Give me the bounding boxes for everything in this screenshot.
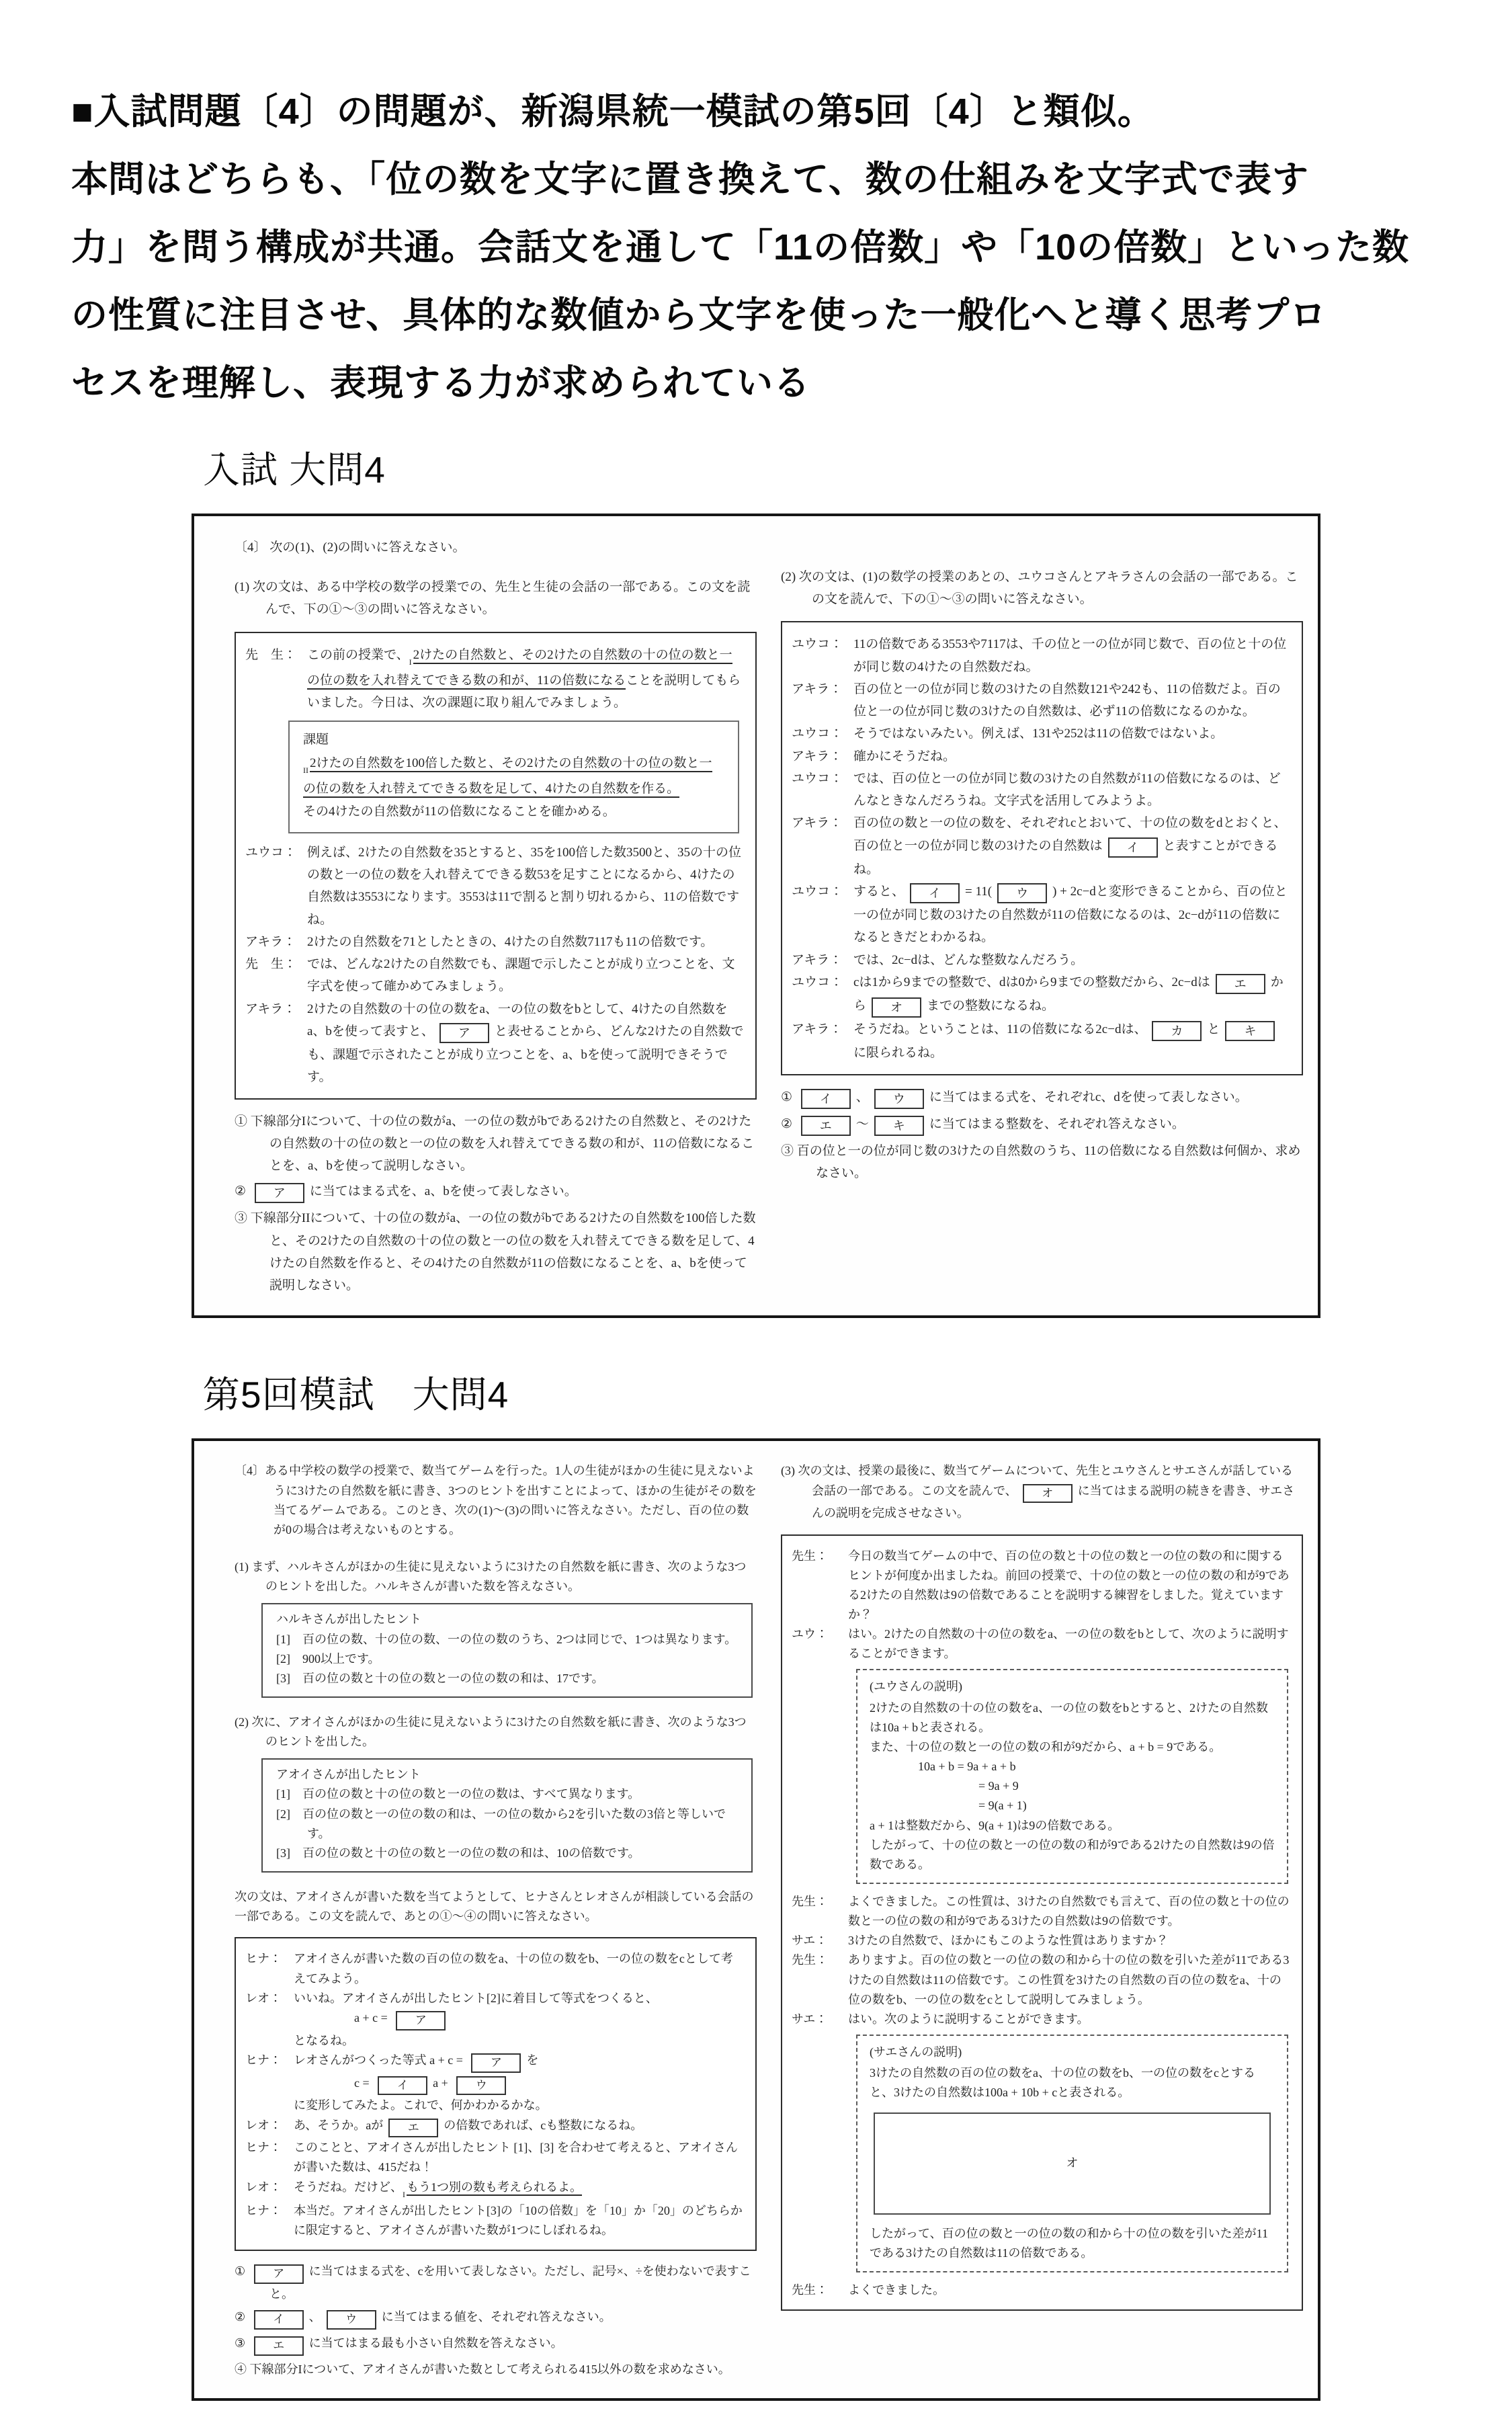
- kadai-line: その4けたの自然数が11の倍数になることを確かめる。: [303, 804, 616, 819]
- blank-box: ア: [439, 1023, 489, 1043]
- speaker-label: アキラ：: [792, 682, 843, 696]
- section1-label: 入試 大問4: [203, 448, 386, 491]
- dialog-text: 11の倍数である3553や7117は、千の位と一の位が同じ数で、百の位と十の位が同じ数の4けたの自然数だね。: [853, 637, 1287, 674]
- dialog-text: 百の位と一の位が同じ数の3けたの自然数121や242も、11の倍数だよ。百の位と一の位が同じ数の3けたの自然数は、必ず11の倍数になるのかな。: [853, 682, 1281, 719]
- dialog-line: [792, 949, 1291, 971]
- underlined-text: 2けたの自然数を100倍した数と、その2けたの自然数の十の位の数と一の位の数を入れ替えてできる数を足して、4けたの自然数を作る。: [303, 756, 712, 798]
- yuu-explanation-box: [856, 1669, 1288, 1884]
- blank-box-o: オ: [874, 2112, 1271, 2215]
- blank-box: オ: [1023, 1484, 1073, 1504]
- underlined-text: 2けたの自然数と、その2けたの自然数の十の位の数と一の位の数を入れ替えてできる数の和が、11の倍数になる: [307, 648, 732, 690]
- dialog-line: [245, 2201, 745, 2240]
- speaker-label: ユウ：: [792, 1627, 828, 1641]
- dialog-line: [792, 1892, 1291, 1931]
- hints-title: アオイさんが出したヒント: [276, 1768, 421, 1782]
- question: ① ア に当てはまる式を、cを用いて表しなさい。ただし、記号×、÷を使わないで表すこと。: [235, 2264, 751, 2301]
- speaker-label: 先生：: [792, 1549, 828, 1563]
- dialog-text: cは1から9までの整数で、dは0から9までの整数だから、2c−dは エ から オ までの整数になるね。: [853, 971, 1291, 1018]
- speaker-label: 先生：: [792, 1953, 828, 1967]
- question: ④ 下線部分Iについて、アオイさんが書いた数として考えられる415以外の数を求めなさい。: [235, 2362, 730, 2376]
- dialog-line: [792, 768, 1291, 813]
- dialog-text: 2けたの自然数の十の位の数をa、一の位の数をbとして、4けたの自然数をa、bを使って表すと、 ア と表せることから、どんな2けたの自然数でも、課題で示されたことが成り立つことを、a、bを使って説明できそうです。: [307, 1001, 744, 1085]
- dialog-line: [245, 644, 745, 714]
- exam1-q2-questions: [781, 1086, 1303, 1185]
- hints-list: [276, 1784, 738, 1863]
- blank-box: エ: [801, 1116, 851, 1136]
- dialog-text: はい。2けたの自然数の十の位の数をa、一の位の数をbとして、次のように説明することができます。: [848, 1627, 1289, 1661]
- exam2-q2-intro: (2) 次に、アオイさんがほかの生徒に見えないように3けたの自然数を紙に書き、次のような3つのヒントを出した。: [235, 1715, 747, 1749]
- question: ① 下線部分Iについて、十の位の数がa、一の位の数がbである2けたの自然数と、その2けたの自然数の十の位の数と一の位の数を入れ替えてできる数の和が、11の倍数になることを、a、bを使って説明しなさい。: [235, 1114, 755, 1173]
- dialog-line: [245, 2074, 745, 2096]
- speaker-label: ユウコ：: [792, 727, 843, 741]
- blank-box: キ: [874, 1116, 924, 1136]
- blank-box: イ: [378, 2076, 427, 2096]
- dialog-line: [792, 971, 1291, 1018]
- heading-line: セスを理解し、表現する力が求められている: [71, 362, 810, 403]
- explanation-title: (サエさんの説明): [870, 2045, 962, 2059]
- hints-box-aoi: [261, 1758, 753, 1873]
- blank-box: カ: [1152, 1021, 1202, 1041]
- blank-box: ウ: [997, 883, 1047, 903]
- dialog-text: ありますよ。百の位の数と一の位の数の和から十の位の数を引いた差が11である3けたの自然数は11の倍数です。この性質を3けたの自然数の百の位の数をa、十の位の数をb、一の位の数をcとして説明してみましょう。: [848, 1953, 1290, 2006]
- section2-label: 第5回模試 大問4: [203, 1374, 509, 1416]
- explanation-line: また、十の位の数と一の位の数の和が9だから、a + b = 9である。: [870, 1739, 1222, 1754]
- dialog-text: このことと、アオイさんが出したヒント [1]、[3] を合わせて考えると、アオイさんが書いた数は、415だね！: [294, 2141, 738, 2174]
- dialog-line: [792, 723, 1291, 745]
- question: ② イ 、 ウ に当てはまる値を、それぞれ答えなさい。: [235, 2307, 757, 2330]
- explanation-title: (ユウさんの説明): [870, 1680, 962, 1694]
- exam2-dialog-intro: 次の文は、アオイさんが書いた数を当てようとして、ヒナさんとレオさんが相談している会話の一部である。この文を読んで、あとの①～④の問いに答えなさい。: [235, 1890, 754, 1924]
- speaker-label: サエ：: [792, 2012, 828, 2026]
- speaker-label: 先 生：: [245, 957, 297, 972]
- dialog-part-a: [245, 644, 745, 714]
- exam2-q3-intro: (3) 次の文は、授業の最後に、数当てゲームについて、先生とユウさんとサエさんが話している会話の一部である。この文を読んで、 オ に当てはまる説明の続きを書き、サエさんの説明を完成させなさい。: [781, 1464, 1295, 1520]
- exam1-intro: 〔4〕 次の(1)、(2)の問いに答えなさい。: [235, 540, 466, 555]
- speaker-label: レオ：: [245, 2118, 282, 2132]
- underlined-text: もう1つ別の数も考えられるよ。: [407, 2180, 582, 2196]
- kadai-title: 課題: [303, 733, 329, 747]
- exam2-left-column: [235, 1461, 757, 2379]
- question: ③ エ に当てはまる最も小さい自然数を答えなさい。: [235, 2334, 757, 2356]
- question: ② エ ～ キ に当てはまる整数を、それぞれ答えなさい。: [781, 1113, 1303, 1137]
- blank-box: ア: [255, 1183, 304, 1203]
- exam1-dialog-box-1: [235, 632, 757, 1100]
- speaker-label: ユウコ：: [245, 845, 297, 860]
- kadai-box: [288, 721, 739, 833]
- exam2-dialog-box: [235, 1937, 757, 2251]
- dialog-line: [245, 2051, 745, 2074]
- blank-box: ア: [254, 2264, 304, 2284]
- explanation-body: [870, 1698, 1275, 1875]
- explanation-line: a + 1は整数だから、9(a + 1)は9の倍数である。: [870, 1818, 1120, 1832]
- dialog-text: a + c = ア: [294, 2008, 745, 2031]
- hint-item: [3] 百の位の数と十の位の数と一の位の数の和は、17です。: [276, 1671, 604, 1685]
- dialog-text: 今日の数当てゲームの中で、百の位の数と十の位の数と一の位の数の和に関するヒントが何度か出ましたね。前回の授業で、十の位の数と一の位の数の和が9である2けたの自然数は9の倍数であることを説明する練習をしました。覚えていますか？: [848, 1549, 1290, 1621]
- dialog-text: 本当だ。アオイさんが出したヒント[3]の「10の倍数」を「10」か「20」のどちらかに限定すると、アオイさんが書いた数が1つにしぼれるね。: [294, 2204, 743, 2238]
- dialog-text: そうだね。だけど、$_I$もう1つ別の数も考えられるよ。: [294, 2180, 582, 2199]
- underline-label: II: [303, 766, 308, 776]
- speaker-label: 先生：: [792, 1895, 828, 1908]
- dialog-line: [792, 2281, 1291, 2300]
- exam1-q2-intro: (2) 次の文は、(1)の数学の授業のあとの、ユウコさんとアキラさんの会話の一部である。この文を読んで、下の①～③の問いに答えなさい。: [781, 569, 1298, 607]
- dialog-text: よくできました。: [848, 2283, 945, 2297]
- sae-explanation-box: [856, 2035, 1288, 2272]
- question: ③ 百の位と一の位が同じ数の3けたの自然数のうち、11の倍数になる自然数は何個か、求めなさい。: [781, 1143, 1301, 1181]
- explanation-line: 2けたの自然数の十の位の数をa、一の位の数をbとすると、2けたの自然数は10a + bと表される。: [870, 1700, 1268, 1734]
- dialog-line: [792, 880, 1291, 949]
- heading-line: 力」を問う構成が共通。会話文を通して「11の倍数」や「10の倍数」といった数: [71, 227, 1410, 268]
- blank-box: ア: [471, 2053, 521, 2073]
- speaker-label: サエ：: [792, 1934, 828, 1948]
- blank-box: イ: [801, 1089, 851, 1109]
- dialog-line: [792, 2010, 1291, 2029]
- speaker-label: ユウコ：: [792, 771, 843, 786]
- speaker-label: アキラ：: [792, 1022, 843, 1037]
- dialog-text: いいね。アオイさんが出したヒント[2]に着目して等式をつくると、: [294, 1991, 658, 2005]
- explanation-line: 10a + b = 9a + a + b: [870, 1760, 1016, 1774]
- explanation-line: 3けたの自然数の百の位の数をa、十の位の数をb、一の位の数をcとすると、3けたの自然数は100a + 10b + cと表される。: [870, 2066, 1255, 2100]
- blank-box: イ: [254, 2310, 304, 2330]
- kadai-line: [303, 752, 724, 800]
- hint-item: [1] 百の位の数と十の位の数と一の位の数は、すべて異なります。: [276, 1787, 640, 1801]
- dialog-text: アオイさんが書いた数の百の位の数をa、十の位の数をb、一の位の数をcとして考えてみよう。: [294, 1952, 733, 1985]
- speaker-label: ユウコ：: [792, 975, 843, 989]
- dialog-text: 2けたの自然数を71としたときの、4けたの自然数7117も11の倍数です。: [307, 934, 714, 949]
- blank-box: エ: [254, 2336, 304, 2356]
- dialog-text: では、百の位と一の位が同じ数の3けたの自然数が11の倍数になるのは、どんなときなんだろうね。文字式を活用してみようよ。: [853, 771, 1281, 809]
- speaker-label: 先 生：: [245, 647, 297, 662]
- dialog-text: では、どんな2けたの自然数でも、課題で示したことが成り立つことを、文字式を使って確かめてみましょう。: [307, 957, 735, 994]
- speaker-label: ヒナ：: [245, 2204, 282, 2218]
- dialog-line: [792, 1951, 1291, 2009]
- explanation-line: = 9(a + 1): [870, 1799, 1027, 1813]
- dialog-part-c: [792, 2281, 1291, 2300]
- exam-scan-moshi: [192, 1438, 1320, 2401]
- dialog-line: [245, 1949, 745, 1988]
- explanation-line: したがって、十の位の数と一の位の数の和が9である2けたの自然数は9の倍数である。: [870, 1838, 1275, 1871]
- speaker-label: レオ：: [245, 1991, 282, 2005]
- hints-title: ハルキさんが出したヒント: [276, 1612, 421, 1627]
- dialog-text: 確かにそうだね。: [853, 749, 956, 764]
- exam1-right-column: [781, 536, 1303, 1297]
- question: ① イ 、 ウ に当てはまる式を、それぞれc、dを使って表しなさい。: [781, 1086, 1303, 1110]
- dialog-text: すると、 イ = 11( ウ ) + 2c−dと変形できることから、百の位と一の位が同じ数の3けたの自然数が11の倍数になるのは、2c−dが11の倍数になるときだとわかるね。: [853, 885, 1288, 945]
- exam2-right-column: [781, 1461, 1303, 2379]
- exam2-q1-intro: (1) まず、ハルキさんがほかの生徒に見えないように3けたの自然数を紙に書き、次のような3つのヒントを出した。ハルキさんが書いた数を答えなさい。: [235, 1560, 747, 1594]
- underline-label: I: [403, 2189, 405, 2199]
- dialog-text: に変形してみたよ。これで、何かわかるかな。: [294, 2098, 548, 2112]
- speaker-label: アキラ：: [792, 816, 843, 831]
- exam1-q1-questions: [235, 1110, 757, 1297]
- exam2-dialog-box-2: [781, 1534, 1303, 2311]
- speaker-label: ユウコ：: [792, 637, 843, 652]
- speaker-label: ユウコ：: [792, 885, 843, 899]
- heading-line: の性質に注目させ、具体的な数値から文字を使った一般化へと導く思考プロ: [71, 294, 1327, 335]
- underline-label: I: [409, 657, 412, 667]
- dialog-line: [245, 931, 745, 953]
- blank-box: オ: [872, 997, 921, 1018]
- dialog-line: [792, 678, 1291, 723]
- dialog-text: そうだね。ということは、11の倍数になる2c−dは、 カ と キに限られるね。: [853, 1018, 1291, 1064]
- hint-item: [2] 百の位の数と一の位の数の和は、一の位の数から2を引いた数の3倍と等しいです。: [276, 1807, 726, 1840]
- blank-box: ウ: [874, 1089, 924, 1109]
- dialog-line: [245, 2116, 745, 2139]
- speaker-label: アキラ：: [792, 749, 843, 764]
- blank-box: エ: [388, 2119, 438, 2138]
- dialog-part-a: [792, 1547, 1291, 1664]
- speaker-label: ヒナ：: [245, 1952, 282, 1966]
- dialog-line: [792, 1625, 1291, 1664]
- dialog-text: 3けたの自然数で、ほかにもこのような性質はありますか？: [848, 1934, 1169, 1948]
- dialog-line: [245, 2096, 745, 2115]
- kadai-body: [303, 752, 724, 823]
- dialog-line: [245, 2031, 745, 2051]
- speaker-label: アキラ：: [792, 952, 843, 967]
- dialog-line: [792, 1931, 1291, 1951]
- dialog-line: [245, 1989, 745, 2008]
- dialog-text: そうではないみたい。例えば、131や252は11の倍数ではないよ。: [853, 727, 1224, 741]
- question: ② ア に当てはまる式を、a、bを使って表しなさい。: [235, 1180, 757, 1204]
- blank-box: ウ: [456, 2076, 506, 2096]
- dialog-line: [245, 953, 745, 998]
- dialog-text: では、2c−dは、どんな整数なんだろう。: [853, 952, 1084, 967]
- speaker-label: アキラ：: [245, 934, 296, 949]
- dialog-part: [245, 1949, 745, 2240]
- blank-box: イ: [1108, 837, 1158, 858]
- exam2-intro: 〔4〕ある中学校の数学の授業で、数当てゲームを行った。1人の生徒がほかの生徒に見えないように3けたの自然数を紙に書き、3つのヒントを出すことによって、ほかの生徒がその数を当てるゲームである。このとき、次の(1)～(3)の問いに答えなさい。ただし、百の位の数が0の場合は考えないものとする。: [235, 1464, 757, 1536]
- explanation-line: したがって、百の位の数と一の位の数の和から十の位の数を引いた差が11である3けたの自然数は11の倍数である。: [870, 2226, 1268, 2260]
- dialog-text: レオさんがつくった等式 a + c = ア を: [294, 2051, 745, 2074]
- blank-box: ウ: [327, 2310, 376, 2330]
- speaker-label: ヒナ：: [245, 2141, 282, 2155]
- heading-line: ■入試問題〔4〕の問題が、新潟県統一模試の第5回〔4〕と類似。: [71, 91, 1154, 132]
- hint-item: [3] 百の位の数と十の位の数と一の位の数の和は、10の倍数です。: [276, 1846, 640, 1860]
- speaker-label: アキラ：: [245, 1001, 296, 1016]
- hints-list: [276, 1630, 738, 1688]
- blank-box: イ: [910, 883, 960, 903]
- exam1-left-column: [235, 536, 757, 1297]
- speaker-label: ヒナ：: [245, 2053, 282, 2067]
- exam-scan-nyushi: [192, 514, 1320, 1319]
- dialog-part-b: [792, 1892, 1291, 2029]
- dialog-text: この前の授業で、$_I$ 2けたの自然数と、その2けたの自然数の十の位の数と一の位の数を入れ替えてできる数の和が、11の倍数になることを説明してもらいました。今日は、次の課題に取り組んでみましょう。: [307, 647, 741, 710]
- dialog-line: [245, 2178, 745, 2201]
- question: ③ 下線部分IIについて、十の位の数がa、一の位の数がbである2けたの自然数を100倍した数と、その2けたの自然数の十の位の数と一の位の数を入れ替えてできる数を足して、4けたの自然数を作ると、その4けたの自然数が11の倍数になることを、a、bを使って説明しなさい。: [235, 1211, 756, 1293]
- dialog-text: あ、そうか。aが エ の倍数であれば、cも整数になるね。: [294, 2116, 745, 2139]
- dialog-line: [245, 998, 745, 1089]
- dialog-text: 百の位の数と一の位の数を、それぞれcとおいて、十の位の数をdとおくと、百の位と一の位が同じ数の3けたの自然数は イ と表すことができるね。: [853, 816, 1287, 876]
- dialog-line: [792, 1547, 1291, 1625]
- exam1-dialog-box-2: [781, 621, 1303, 1075]
- dialog-line: [792, 633, 1291, 678]
- explanation-line: = 9a + 9: [870, 1779, 1019, 1793]
- dialog-text: となるね。: [294, 2033, 354, 2047]
- speaker-label: 先生：: [792, 2283, 828, 2297]
- exam2-questions: [235, 2262, 757, 2379]
- dialog-line: [245, 2008, 745, 2031]
- dialog-line: [792, 745, 1291, 768]
- dialog-line: [792, 812, 1291, 880]
- dialog-part: [792, 633, 1291, 1064]
- page-heading: [71, 78, 1448, 417]
- dialog-line: [245, 842, 745, 931]
- blank-box: ア: [396, 2011, 446, 2030]
- hints-box-haruki: [261, 1603, 753, 1698]
- dialog-text: 例えば、2けたの自然数を35とすると、35を100倍した数3500と、35の十の位の数と一の位の数を入れ替えてできる数53を足すことになるから、4けたの自然数は3553になります。3553は11で割ると割り切れるから、11の倍数ですね。: [307, 845, 742, 927]
- dialog-part-b: [245, 842, 745, 1089]
- dialog-text: c = イ a + ウ: [294, 2074, 745, 2096]
- dialog-text: よくできました。この性質は、3けたの自然数でも言えて、百の位の数と十の位の数と一の位の数の和が9である3けたの自然数は9の倍数です。: [848, 1895, 1290, 1928]
- hint-item: [2] 900以上です。: [276, 1651, 380, 1666]
- hint-item: [1] 百の位の数、十の位の数、一の位の数のうち、2つは同じで、1つは異なります。: [276, 1632, 737, 1646]
- heading-line: 本問はどちらも、「位の数を文字に置き換えて、数の仕組みを文字式で表す: [71, 159, 1309, 200]
- blank-box: エ: [1216, 974, 1265, 994]
- blank-box: キ: [1225, 1021, 1275, 1041]
- dialog-line: [245, 2138, 745, 2177]
- dialog-text: はい。次のように説明することができます。: [848, 2012, 1089, 2026]
- dialog-line: [792, 1018, 1291, 1064]
- exam1-q1-intro: (1) 次の文は、ある中学校の数学の授業での、先生と生徒の会話の一部である。この文を読んで、下の①～③の問いに答えなさい。: [235, 580, 751, 617]
- speaker-label: レオ：: [245, 2180, 282, 2194]
